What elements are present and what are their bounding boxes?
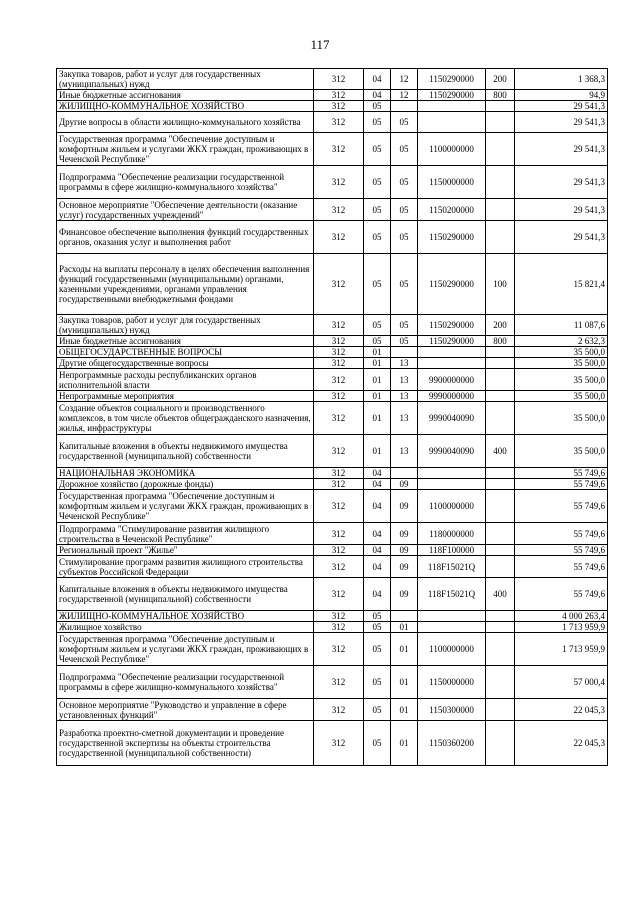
row-target-article: 1150200000 xyxy=(418,199,486,221)
row-expense-type xyxy=(486,101,515,112)
row-grbs: 312 xyxy=(314,479,364,490)
row-amount: 55 749,6 xyxy=(515,468,608,479)
table-row xyxy=(57,622,608,633)
row-name: Непрограммные расходы республиканских органов исполнительной власти xyxy=(57,369,314,391)
row-target-article xyxy=(418,468,486,479)
row-expense-type: 100 xyxy=(486,254,515,315)
row-amount: 29 541,3 xyxy=(515,101,608,112)
row-target-article xyxy=(418,112,486,133)
row-subsection: 01 xyxy=(391,633,418,666)
row-section: 01 xyxy=(364,347,391,358)
row-target-article xyxy=(418,101,486,112)
row-amount: 35 500,0 xyxy=(515,435,608,468)
row-name: Иные бюджетные ассигнования xyxy=(57,336,314,347)
row-target-article: 1150290000 xyxy=(418,336,486,347)
table-row xyxy=(57,133,608,166)
row-amount: 55 749,6 xyxy=(515,490,608,523)
row-amount: 22 045,3 xyxy=(515,721,608,766)
row-section: 05 xyxy=(364,633,391,666)
budget-table xyxy=(56,68,608,766)
row-section: 05 xyxy=(364,101,391,112)
row-subsection xyxy=(391,468,418,479)
row-target-article xyxy=(418,622,486,633)
row-expense-type xyxy=(486,369,515,391)
table-row xyxy=(57,391,608,402)
row-name: Дорожное хозяйство (дорожные фонды) xyxy=(57,479,314,490)
row-expense-type xyxy=(486,699,515,721)
row-target-article: 1150360200 xyxy=(418,721,486,766)
row-subsection xyxy=(391,611,418,622)
row-subsection: 12 xyxy=(391,69,418,90)
row-name: Капитальные вложения в объекты недвижимого имущества государственной (муниципальной) собственности xyxy=(57,578,314,611)
row-grbs: 312 xyxy=(314,633,364,666)
row-section: 01 xyxy=(364,402,391,435)
row-subsection: 05 xyxy=(391,112,418,133)
row-expense-type xyxy=(486,221,515,254)
row-expense-type xyxy=(486,633,515,666)
row-grbs: 312 xyxy=(314,254,364,315)
row-name: Закупка товаров, работ и услуг для государственных (муниципальных) нужд xyxy=(57,69,314,90)
row-name: Основное мероприятие "Обеспечение деятельности (оказание услуг) государственных учреждений" xyxy=(57,199,314,221)
row-expense-type xyxy=(486,347,515,358)
row-name: Жилищное хозяйство xyxy=(57,622,314,633)
row-subsection: 13 xyxy=(391,391,418,402)
row-grbs: 312 xyxy=(314,490,364,523)
row-amount: 1 713 959,9 xyxy=(515,622,608,633)
row-expense-type xyxy=(486,622,515,633)
row-target-article: 1150290000 xyxy=(418,315,486,336)
row-grbs: 312 xyxy=(314,523,364,545)
row-grbs: 312 xyxy=(314,468,364,479)
row-name: Финансовое обеспечение выполнения функций государственных органов, оказания услуг и выполнения работ xyxy=(57,221,314,254)
row-target-article: 9990040090 xyxy=(418,435,486,468)
row-section: 05 xyxy=(364,254,391,315)
table-row xyxy=(57,545,608,556)
row-amount: 35 500,0 xyxy=(515,402,608,435)
row-expense-type: 800 xyxy=(486,90,515,101)
row-section: 04 xyxy=(364,69,391,90)
table-row xyxy=(57,101,608,112)
row-name: НАЦИОНАЛЬНАЯ ЭКОНОМИКА xyxy=(57,468,314,479)
row-expense-type xyxy=(486,479,515,490)
row-subsection: 01 xyxy=(391,666,418,699)
row-expense-type: 800 xyxy=(486,336,515,347)
row-name: Разработка проектно-сметной документации и проведение государственной экспертизы на объекты строительства государственной (муниципальной собственности) xyxy=(57,721,314,766)
row-target-article: 1180000000 xyxy=(418,523,486,545)
row-name: ОБЩЕГОСУДАРСТВЕННЫЕ ВОПРОСЫ xyxy=(57,347,314,358)
row-name: Закупка товаров, работ и услуг для государственных (муниципальных) нужд xyxy=(57,315,314,336)
row-amount: 29 541,3 xyxy=(515,133,608,166)
row-expense-type xyxy=(486,391,515,402)
row-grbs: 312 xyxy=(314,721,364,766)
row-name: Создание объектов социального и производственного комплексов, в том числе объектов общегражданского назначения, жилья, инфраструктуры xyxy=(57,402,314,435)
row-target-article: 118F15021Q xyxy=(418,556,486,578)
row-target-article: 1100000000 xyxy=(418,633,486,666)
row-amount: 29 541,3 xyxy=(515,199,608,221)
row-target-article: 1150290000 xyxy=(418,254,486,315)
row-amount: 55 749,6 xyxy=(515,479,608,490)
row-grbs: 312 xyxy=(314,90,364,101)
row-subsection: 05 xyxy=(391,254,418,315)
table-row xyxy=(57,721,608,766)
row-name: Подпрограмма "Обеспечение реализации государственной программы в сфере жилищно-коммунального хозяйства" xyxy=(57,166,314,199)
row-grbs: 312 xyxy=(314,666,364,699)
table-row xyxy=(57,199,608,221)
table-row xyxy=(57,699,608,721)
table-row xyxy=(57,479,608,490)
row-subsection: 05 xyxy=(391,133,418,166)
table-row xyxy=(57,523,608,545)
row-expense-type xyxy=(486,358,515,369)
row-grbs: 312 xyxy=(314,221,364,254)
table-row xyxy=(57,633,608,666)
row-expense-type xyxy=(486,721,515,766)
row-section: 05 xyxy=(364,666,391,699)
row-amount: 35 500,0 xyxy=(515,391,608,402)
row-expense-type xyxy=(486,545,515,556)
row-amount: 11 087,6 xyxy=(515,315,608,336)
row-amount: 4 000 263,4 xyxy=(515,611,608,622)
row-amount: 35 500,0 xyxy=(515,347,608,358)
row-target-article: 9990040090 xyxy=(418,402,486,435)
row-section: 05 xyxy=(364,611,391,622)
row-target-article: 1100000000 xyxy=(418,490,486,523)
row-expense-type xyxy=(486,112,515,133)
row-section: 05 xyxy=(364,112,391,133)
row-subsection: 12 xyxy=(391,90,418,101)
row-name: Капитальные вложения в объекты недвижимого имущества государственной (муниципальной) собственности xyxy=(57,435,314,468)
table-row xyxy=(57,112,608,133)
row-section: 05 xyxy=(364,133,391,166)
row-amount: 2 632,3 xyxy=(515,336,608,347)
row-amount: 1 713 959,9 xyxy=(515,633,608,666)
row-target-article: 1150300000 xyxy=(418,699,486,721)
row-amount: 94,9 xyxy=(515,90,608,101)
row-grbs: 312 xyxy=(314,699,364,721)
row-grbs: 312 xyxy=(314,556,364,578)
row-section: 05 xyxy=(364,721,391,766)
row-target-article: 1150000000 xyxy=(418,666,486,699)
row-subsection: 05 xyxy=(391,336,418,347)
row-subsection: 13 xyxy=(391,358,418,369)
row-subsection: 09 xyxy=(391,556,418,578)
row-grbs: 312 xyxy=(314,622,364,633)
table-row xyxy=(57,221,608,254)
row-subsection: 09 xyxy=(391,578,418,611)
table-row xyxy=(57,69,608,90)
row-target-article: 9990000000 xyxy=(418,391,486,402)
table-row xyxy=(57,358,608,369)
row-target-article xyxy=(418,479,486,490)
table-row xyxy=(57,666,608,699)
row-amount: 57 000,4 xyxy=(515,666,608,699)
row-expense-type xyxy=(486,402,515,435)
row-section: 05 xyxy=(364,199,391,221)
row-expense-type xyxy=(486,556,515,578)
row-name: ЖИЛИЩНО-КОММУНАЛЬНОЕ ХОЗЯЙСТВО xyxy=(57,611,314,622)
row-expense-type xyxy=(486,468,515,479)
row-expense-type xyxy=(486,166,515,199)
row-grbs: 312 xyxy=(314,545,364,556)
table-row xyxy=(57,336,608,347)
table-row xyxy=(57,556,608,578)
row-subsection: 13 xyxy=(391,435,418,468)
row-section: 05 xyxy=(364,166,391,199)
row-target-article xyxy=(418,611,486,622)
row-target-article: 9900000000 xyxy=(418,369,486,391)
row-name: Другие вопросы в области жилищно-коммунального хозяйства xyxy=(57,112,314,133)
row-target-article: 1150000000 xyxy=(418,166,486,199)
row-subsection: 01 xyxy=(391,699,418,721)
row-grbs: 312 xyxy=(314,112,364,133)
row-grbs: 312 xyxy=(314,347,364,358)
row-amount: 22 045,3 xyxy=(515,699,608,721)
row-grbs: 312 xyxy=(314,133,364,166)
row-name: Государственная программа "Обеспечение доступным и комфортным жильем и услугами ЖКХ граждан, проживающих в Чеченской Республике" xyxy=(57,490,314,523)
row-grbs: 312 xyxy=(314,336,364,347)
row-section: 05 xyxy=(364,336,391,347)
table-row xyxy=(57,578,608,611)
row-grbs: 312 xyxy=(314,358,364,369)
row-target-article: 1150290000 xyxy=(418,221,486,254)
row-expense-type: 400 xyxy=(486,578,515,611)
row-name: Подпрограмма "Обеспечение реализации государственной программы в сфере жилищно-коммунального хозяйства" xyxy=(57,666,314,699)
row-target-article: 1150290000 xyxy=(418,69,486,90)
row-subsection: 05 xyxy=(391,315,418,336)
table-row xyxy=(57,315,608,336)
table-row xyxy=(57,611,608,622)
table-row xyxy=(57,402,608,435)
row-name: Расходы на выплаты персоналу в целях обеспечения выполнения функций государственными (муниципальными) органами, казенными учреждениями, органами управления государственными внебюджетными фондами xyxy=(57,254,314,315)
table-row xyxy=(57,347,608,358)
row-subsection: 13 xyxy=(391,402,418,435)
row-grbs: 312 xyxy=(314,369,364,391)
page-number: 117 xyxy=(310,37,330,52)
table-row xyxy=(57,369,608,391)
row-subsection: 09 xyxy=(391,523,418,545)
row-amount: 35 500,0 xyxy=(515,369,608,391)
row-target-article: 1150290000 xyxy=(418,90,486,101)
row-section: 04 xyxy=(364,468,391,479)
row-grbs: 312 xyxy=(314,391,364,402)
row-name: Стимулирование программ развития жилищного строительства субъектов Российской Федерации xyxy=(57,556,314,578)
row-name: Непрограммные мероприятия xyxy=(57,391,314,402)
row-target-article: 1100000000 xyxy=(418,133,486,166)
table-row xyxy=(57,90,608,101)
row-grbs: 312 xyxy=(314,69,364,90)
row-expense-type xyxy=(486,523,515,545)
row-grbs: 312 xyxy=(314,101,364,112)
row-expense-type: 200 xyxy=(486,69,515,90)
row-subsection: 09 xyxy=(391,479,418,490)
row-section: 04 xyxy=(364,578,391,611)
row-target-article xyxy=(418,358,486,369)
row-subsection: 05 xyxy=(391,221,418,254)
table-row xyxy=(57,166,608,199)
row-grbs: 312 xyxy=(314,402,364,435)
row-section: 04 xyxy=(364,545,391,556)
row-expense-type xyxy=(486,611,515,622)
row-name: ЖИЛИЩНО-КОММУНАЛЬНОЕ ХОЗЯЙСТВО xyxy=(57,101,314,112)
row-subsection: 01 xyxy=(391,721,418,766)
row-grbs: 312 xyxy=(314,199,364,221)
row-subsection xyxy=(391,347,418,358)
row-name: Государственная программа "Обеспечение доступным и комфортным жильем и услугами ЖКХ граждан, проживающих в Чеченской Республике" xyxy=(57,633,314,666)
row-amount: 55 749,6 xyxy=(515,556,608,578)
row-section: 04 xyxy=(364,90,391,101)
row-name: Региональный проект "Жилье" xyxy=(57,545,314,556)
row-subsection: 05 xyxy=(391,199,418,221)
row-amount: 55 749,6 xyxy=(515,545,608,556)
table-row xyxy=(57,435,608,468)
row-amount: 29 541,3 xyxy=(515,166,608,199)
row-amount: 55 749,6 xyxy=(515,578,608,611)
row-section: 01 xyxy=(364,391,391,402)
row-section: 01 xyxy=(364,358,391,369)
row-section: 05 xyxy=(364,622,391,633)
table-row xyxy=(57,490,608,523)
row-grbs: 312 xyxy=(314,611,364,622)
row-subsection: 01 xyxy=(391,622,418,633)
row-amount: 35 500,0 xyxy=(515,358,608,369)
row-subsection: 09 xyxy=(391,490,418,523)
row-section: 04 xyxy=(364,523,391,545)
row-grbs: 312 xyxy=(314,578,364,611)
row-name: Государственная программа "Обеспечение доступным и комфортным жильем и услугами ЖКХ граждан, проживающих в Чеченской Республике" xyxy=(57,133,314,166)
row-expense-type xyxy=(486,490,515,523)
row-subsection: 05 xyxy=(391,166,418,199)
row-section: 05 xyxy=(364,699,391,721)
row-amount: 15 821,4 xyxy=(515,254,608,315)
row-target-article: 118F15021Q xyxy=(418,578,486,611)
row-expense-type xyxy=(486,199,515,221)
row-amount: 29 541,3 xyxy=(515,112,608,133)
row-target-article xyxy=(418,347,486,358)
row-grbs: 312 xyxy=(314,166,364,199)
row-section: 04 xyxy=(364,479,391,490)
row-amount: 55 749,6 xyxy=(515,523,608,545)
table-row xyxy=(57,254,608,315)
row-expense-type: 200 xyxy=(486,315,515,336)
row-subsection xyxy=(391,101,418,112)
row-section: 01 xyxy=(364,369,391,391)
row-section: 05 xyxy=(364,315,391,336)
row-name: Основное мероприятие "Руководство и управление в сфере установленных функций" xyxy=(57,699,314,721)
row-name: Иные бюджетные ассигнования xyxy=(57,90,314,101)
row-amount: 1 368,3 xyxy=(515,69,608,90)
row-subsection: 09 xyxy=(391,545,418,556)
table-row xyxy=(57,468,608,479)
row-section: 04 xyxy=(364,556,391,578)
row-name: Подпрограмма "Стимулирование развития жилищного строительства в Чеченской Республике" xyxy=(57,523,314,545)
row-section: 05 xyxy=(364,221,391,254)
budget-table-body xyxy=(57,69,608,766)
row-expense-type xyxy=(486,133,515,166)
row-section: 04 xyxy=(364,490,391,523)
row-amount: 29 541,3 xyxy=(515,221,608,254)
row-expense-type: 400 xyxy=(486,435,515,468)
row-target-article: 118F100000 xyxy=(418,545,486,556)
row-section: 01 xyxy=(364,435,391,468)
row-grbs: 312 xyxy=(314,435,364,468)
row-expense-type xyxy=(486,666,515,699)
row-subsection: 13 xyxy=(391,369,418,391)
row-name: Другие общегосударственные вопросы xyxy=(57,358,314,369)
row-grbs: 312 xyxy=(314,315,364,336)
